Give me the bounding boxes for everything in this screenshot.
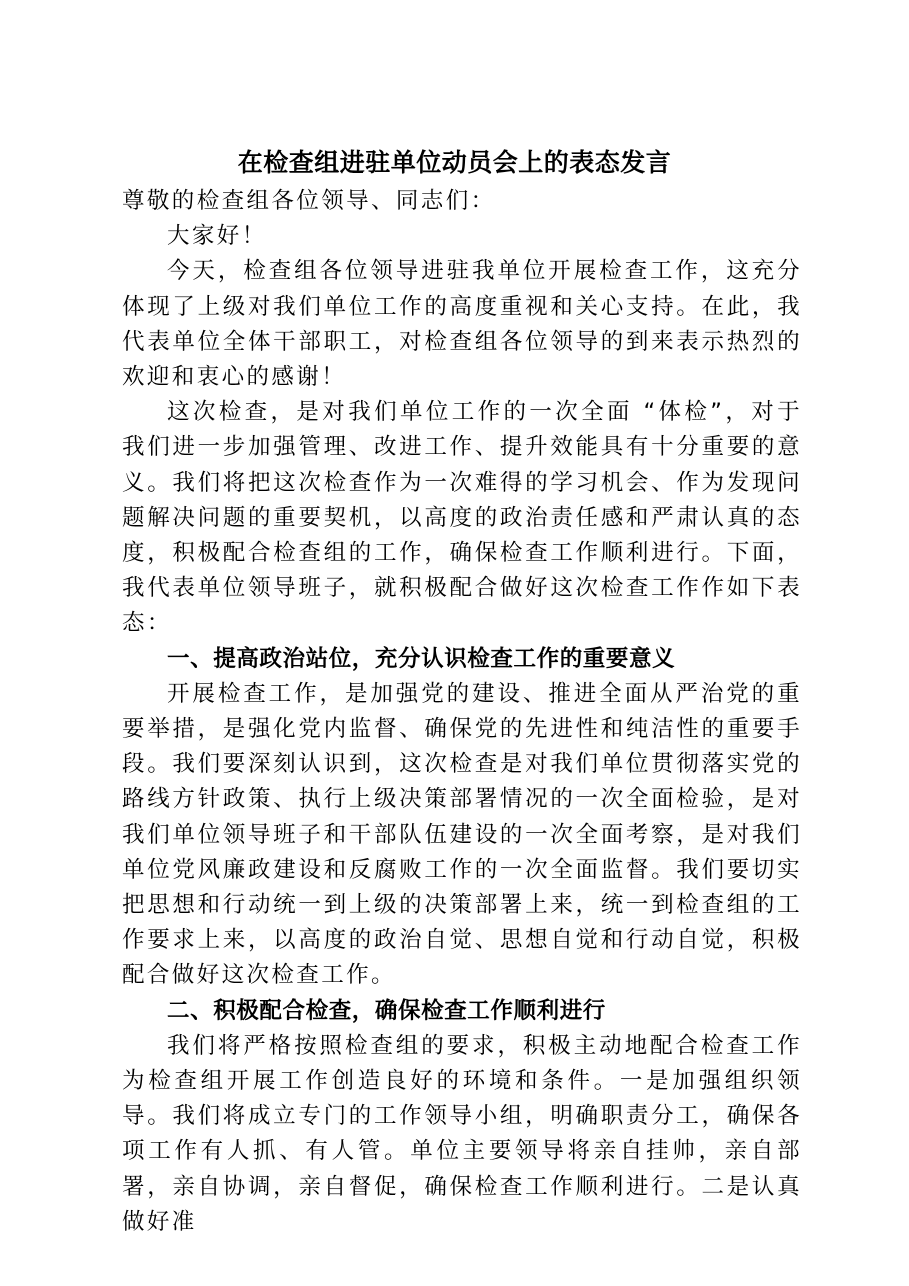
paragraph-intro: 今天，检查组各位领导进驻我单位开展检查工作，这充分体现了上级对我们单位工作的高度重视和关心支持。在此，我代表单位全体干部职工，对检查组各位领导的到来表示热烈的欢迎和衷心的感谢！ [122, 258, 802, 391]
section-body-1: 开展检查工作，是加强党的建设、推进全面从严治党的重要举措，是强化党内监督、确保党的先进性和纯洁性的重要手段。我们要深刻认识到，这次检查是对我们单位贯彻落实党的路线方针政策、执行上级决策部署情况的一次全面检验，是对我们单位领导班子和干部队伍建设的一次全面考察，是对我们单位党风廉政建设和反腐败工作的一次全面监督。我们要切实把思想和行动统一到上级的决策部署上来，统一到检查组的工作要求上来，以高度的政治自觉、思想自觉和行动自觉，积极配合做好这次检查工作。 [122, 680, 802, 989]
section-body-2: 我们将严格按照检查组的要求，积极主动地配合检查工作为检查组开展工作创造良好的环境和条件。一是加强组织领导。我们将成立专门的工作领导小组，明确职责分工，确保各项工作有人抓、有人管。单位主要领导将亲自挂帅，亲自部署，亲自协调，亲自督促，确保检查工作顺利进行。二是认真做好准 [122, 1032, 802, 1235]
section-heading-2: 二、积极配合检查，确保检查工作顺利进行 [167, 997, 606, 1024]
paragraph-purpose: 这次检查，是对我们单位工作的一次全面 “体检”，对于我们进一步加强管理、改进工作、提升效能具有十分重要的意义。我们将把这次检查作为一次难得的学习机会、作为发现问题解决问题的重要契机，以高度的政治责任感和严肃认真的态度，积极配合检查组的工作，确保检查工作顺利进行。下面，我代表单位领导班子，就积极配合做好这次检查工作作如下表态： [122, 399, 802, 637]
salutation: 尊敬的检查组各位领导、同志们： [122, 188, 496, 214]
greeting: 大家好！ [167, 223, 267, 250]
document-title: 在检查组进驻单位动员会上的表态发言 [237, 148, 672, 177]
section-heading-1: 一、提高政治站位，充分认识检查工作的重要意义 [167, 645, 676, 672]
document-body [122, 184, 802, 1240]
